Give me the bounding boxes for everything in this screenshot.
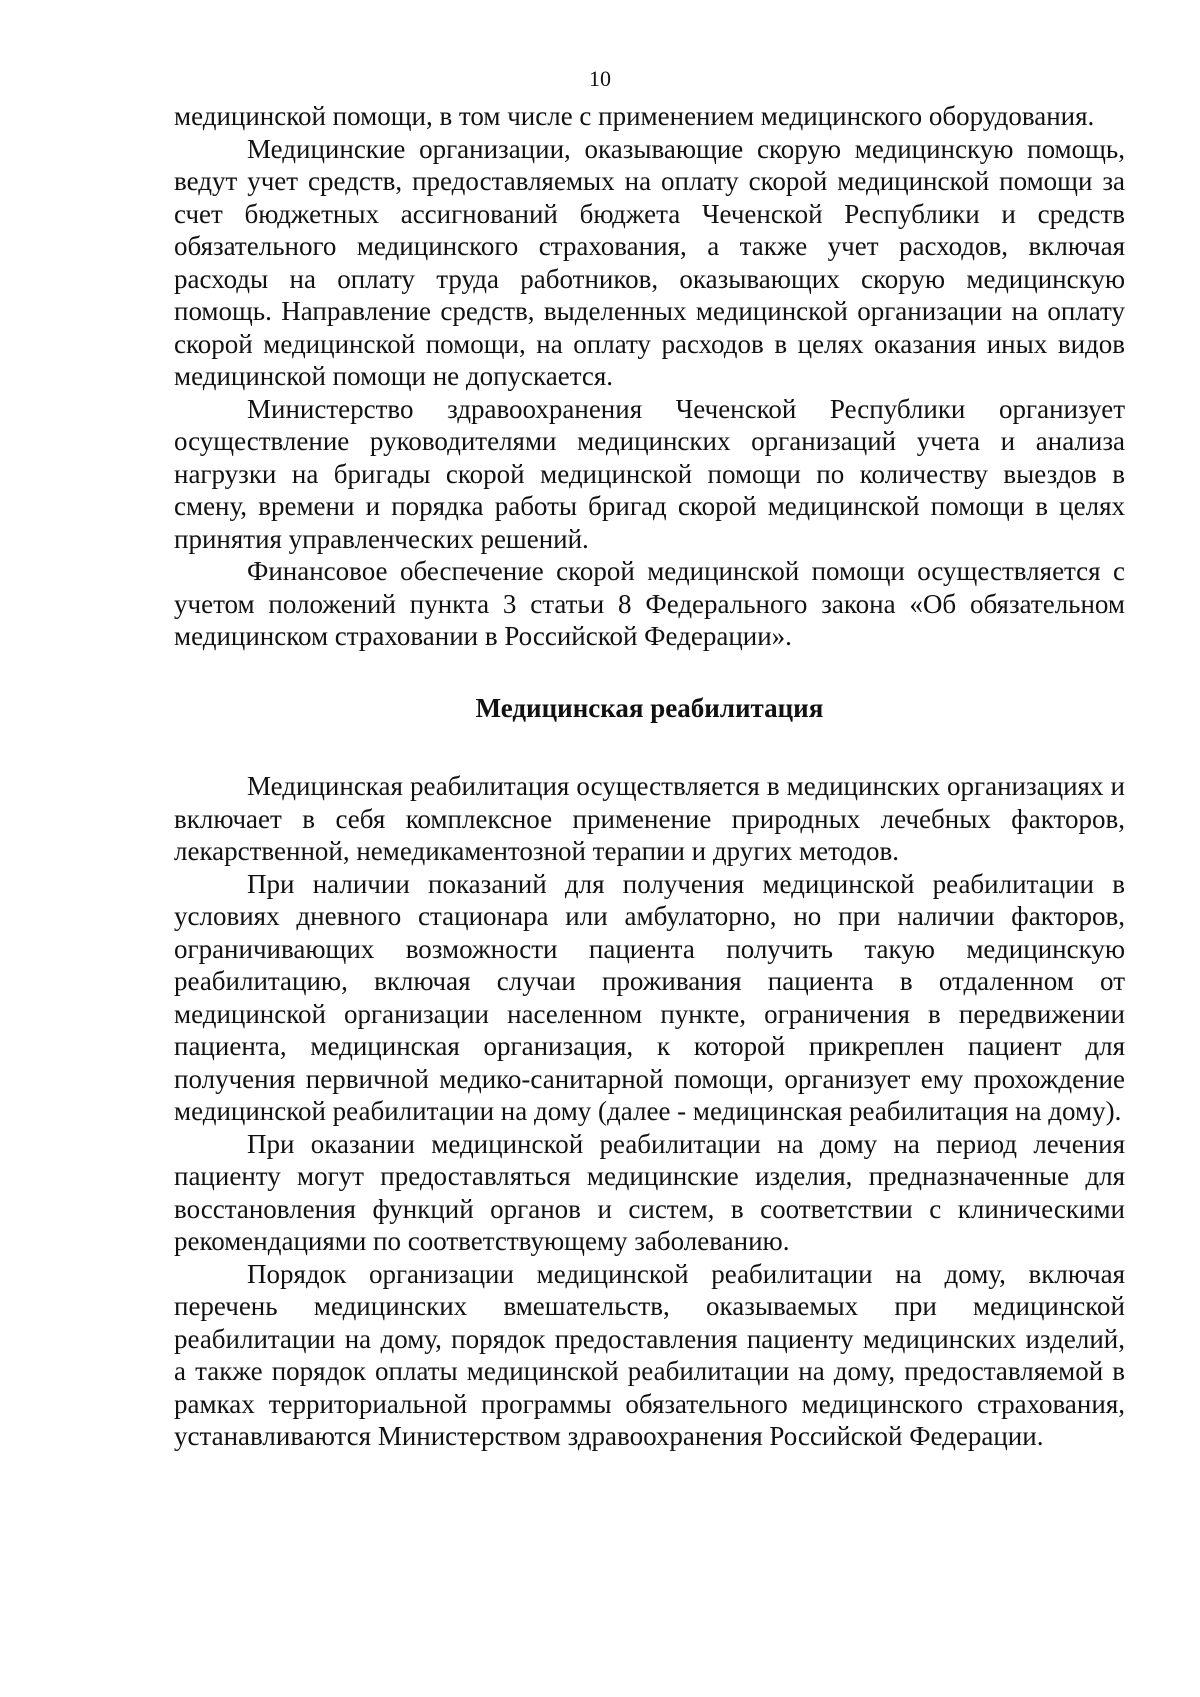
paragraph-rehab-procedure: Порядок организации медицинской реабилитации на дому, включая перечень медицинских вмешательств, оказываемых при медицинской реабилитации на дому, порядок предоставления пациенту медицинских изделий, а также порядок оплаты медицинской реабилитации на дому, предоставляемой в рамках территориальной программы обязательного медицинского страхования, устанавливаются Министерством здравоохранения Российской Федерации. xyxy=(174,1258,1125,1451)
page-number: 10 xyxy=(589,66,611,91)
paragraph-ministry-analysis: Министерство здравоохранения Чеченской Республики организует осуществление руководителями медицинских организаций учета и анализа нагрузки на бригады скорой медицинской помощи по количеству выездов в смену, времени и порядка работы бригад скорой медицинской помощи в целях принятия управленческих решений. xyxy=(174,393,1125,554)
paragraph-ambulance-accounting: Медицинские организации, оказывающие скорую медицинскую помощь, ведут учет средств, предоставляемых на оплату скорой медицинской помощи за счет бюджетных ассигнований бюджета Чеченской Республики и средств обязательного медицинского страхования, а также учет расходов, включая расходы на оплату труда работников, оказывающих скорую медицинскую помощь. Направление средств, выделенных медицинской организации на оплату скорой медицинской помощи, на оплату расходов в целях оказания иных видов медицинской помощи не допускается. xyxy=(174,133,1125,391)
paragraph-rehab-at-home: При наличии показаний для получения медицинской реабилитации в условиях дневного стационара или амбулаторно, но при наличии факторов, ограничивающих возможности пациента получить такую медицинскую реабилитацию, включая случаи проживания пациента в отдаленном от медицинской организации населенном пункте, ограничения в передвижении пациента, медицинская организация, к которой прикреплен пациент для получения первичной медико-санитарной помощи, организует ему прохождение медицинской реабилитации на дому (далее - медицинская реабилитация на дому). xyxy=(174,868,1125,1126)
section-heading: Медицинская реабилитация xyxy=(475,692,824,723)
document-body xyxy=(174,100,1125,1453)
paragraph-rehab-definition: Медицинская реабилитация осуществляется в медицинских организациях и включает в себя комплексное применение природных лечебных факторов, лекарственной, немедикаментозной терапии и других методов. xyxy=(174,771,1125,866)
paragraph-medical-devices: При оказании медицинской реабилитации на дому на период лечения пациенту могут предоставляться медицинские изделия, предназначенные для восстановления функций органов и систем, в соответствии с клиническими рекомендациями по соответствующему заболеванию. xyxy=(174,1128,1125,1256)
section-heading-wrapper xyxy=(174,692,1125,725)
paragraph-financing: Финансовое обеспечение скорой медицинской помощи осуществляется с учетом положений пункта 3 статьи 8 Федерального закона «Об обязательном медицинском страховании в Российской Федерации». xyxy=(174,556,1125,651)
paragraph-continuation: медицинской помощи, в том числе с применением медицинского оборудования. xyxy=(174,101,1095,131)
